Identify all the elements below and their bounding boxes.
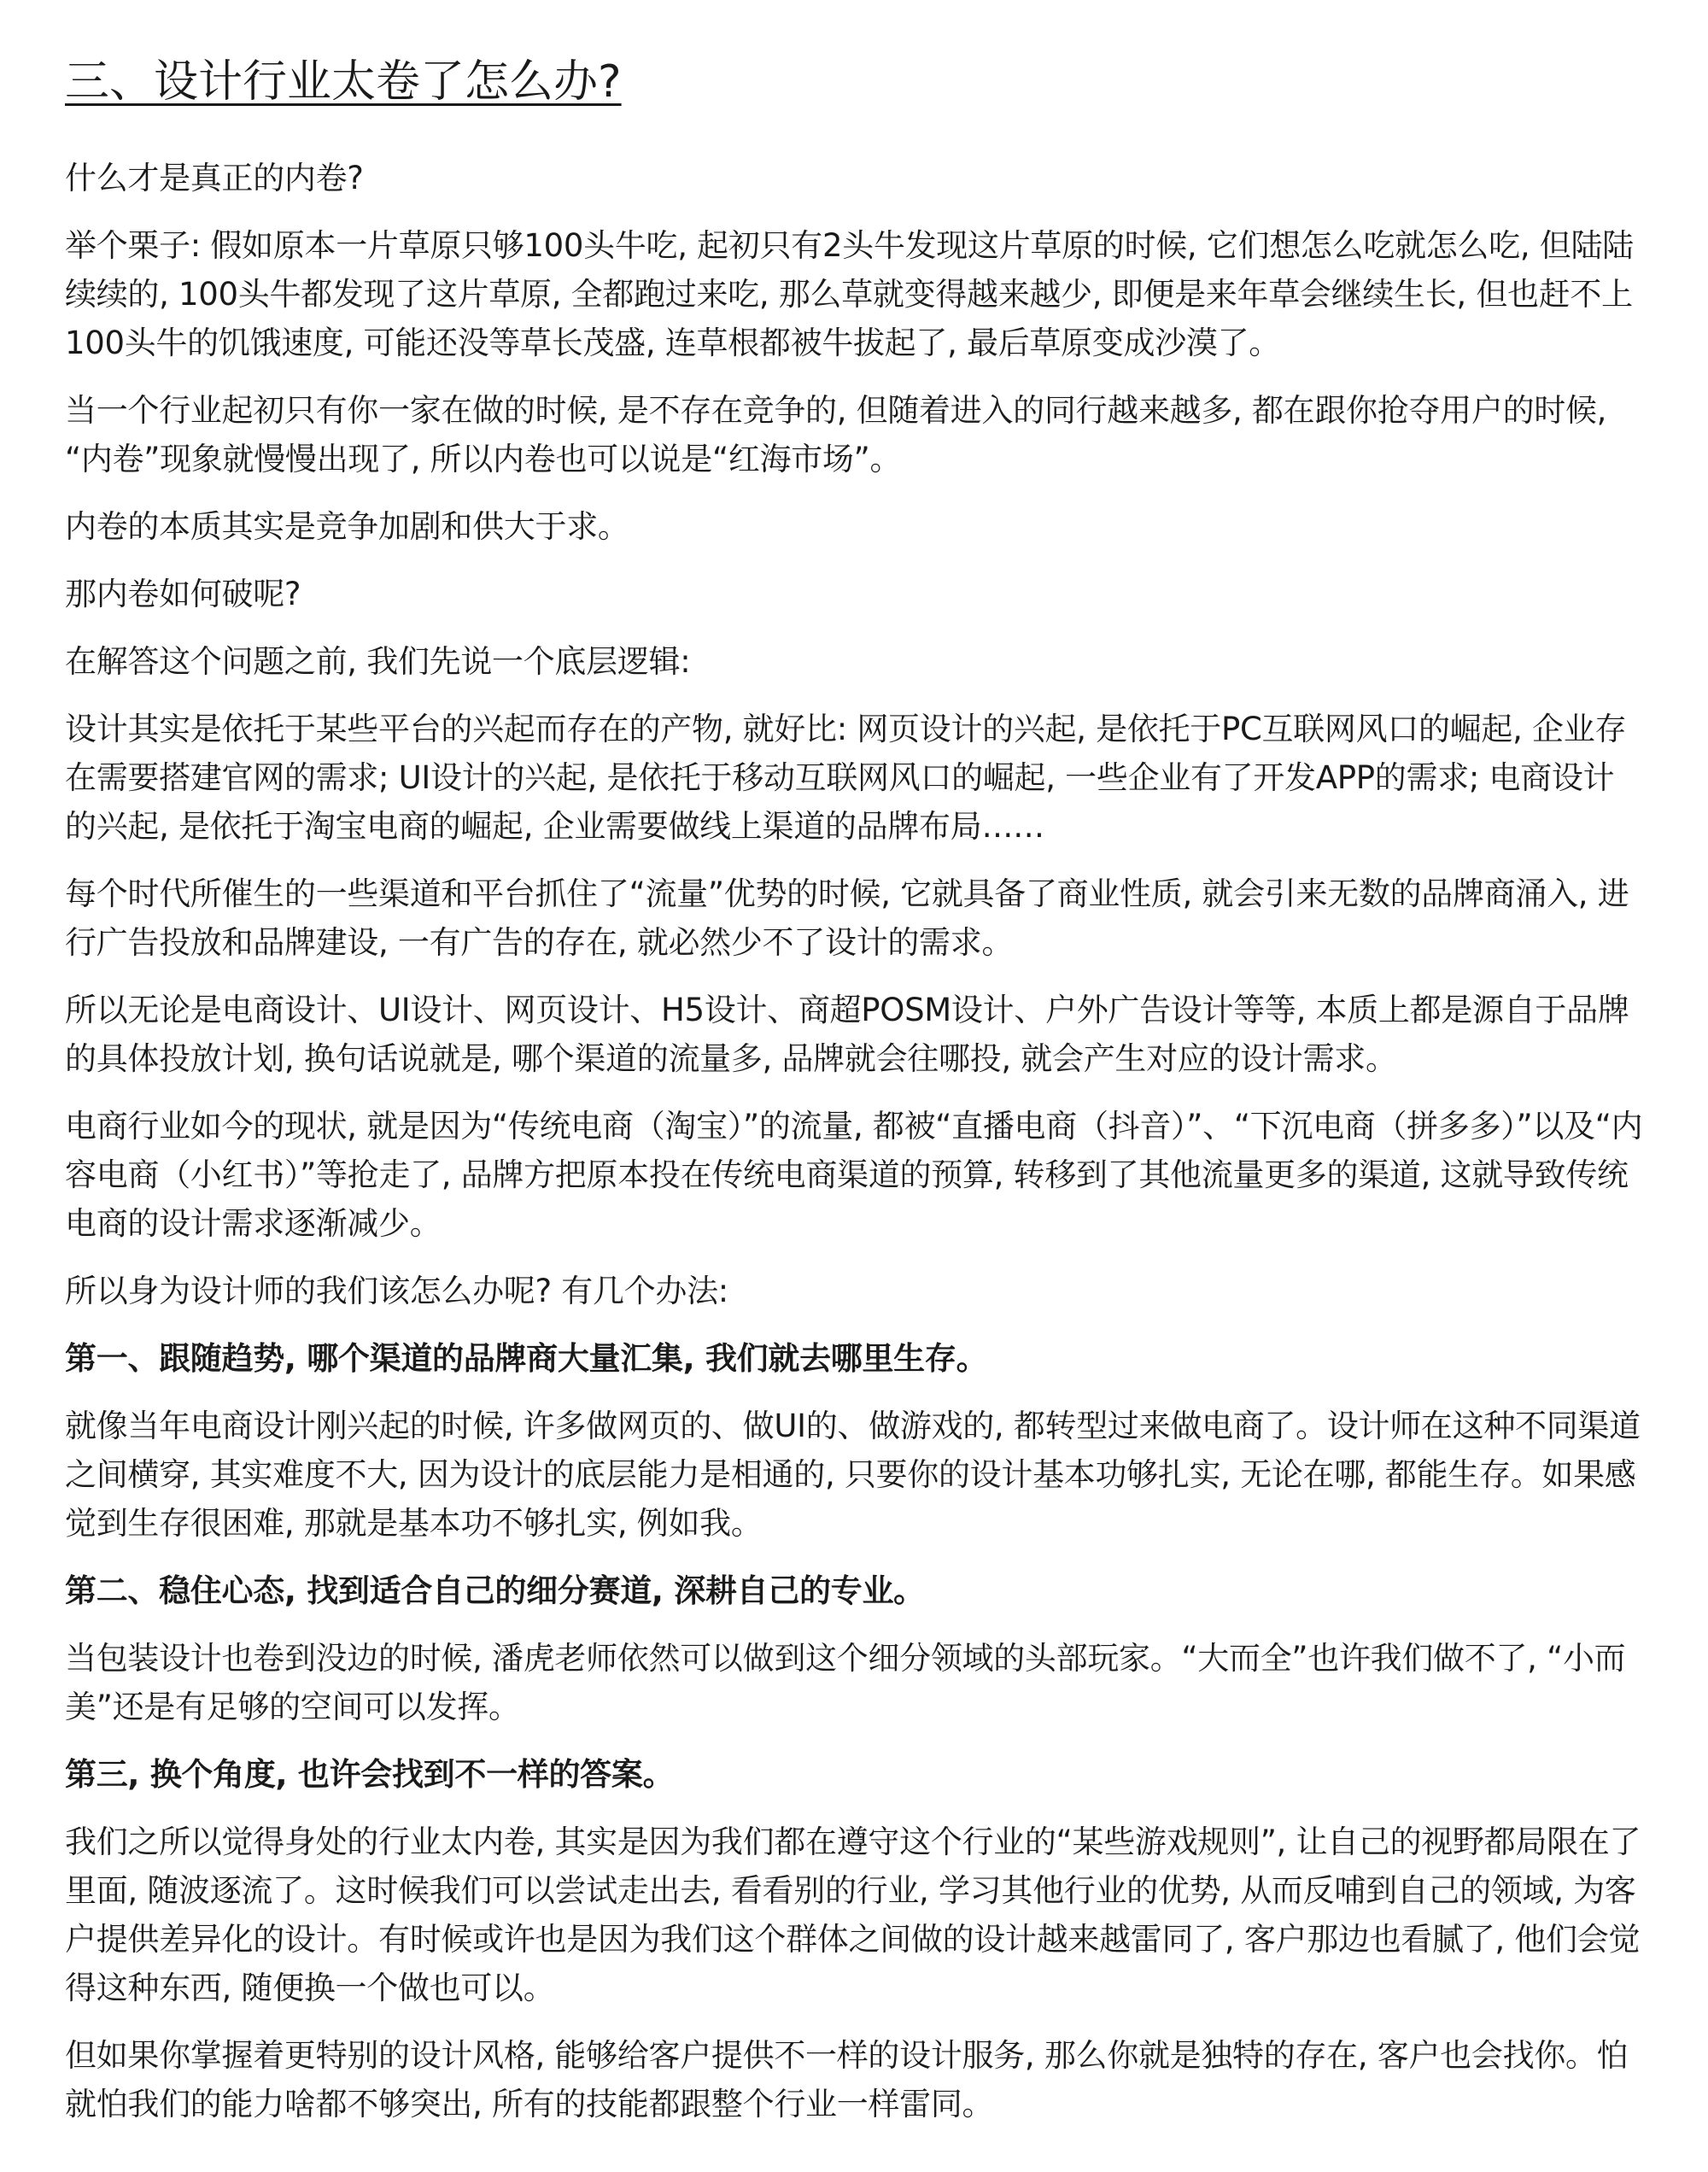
article bbox=[65, 50, 1645, 2147]
body-paragraph: 就像当年电商设计刚兴起的时候, 许多做网页的、做UI的、做游戏的, 都转型过来做电商了。设计师在这种不同渠道之间横穿, 其实难度不大, 因为设计的底层能力是相通的, 只要你的设计基本功够扎实, 无论在哪, 都能生存。如果感觉到生存很困难, 那就是基本功不够扎实, 例如我。 bbox=[65, 1408, 1641, 1542]
body-paragraph: 当一个行业起初只有你一家在做的时候, 是不存在竞争的, 但随着进入的同行越来越多, 都在跟你抢夺用户的时候, “内卷”现象就慢慢出现了, 所以内卷也可以说是“红海市场”。 bbox=[65, 392, 1607, 477]
article-body bbox=[65, 154, 1645, 2128]
body-paragraph: 那内卷如何破呢? bbox=[65, 576, 301, 612]
subheading-paragraph: 第二、稳住心态, 找到适合自己的细分赛道, 深耕自己的专业。 bbox=[65, 1572, 925, 1609]
section-heading: 三、设计行业太卷了怎么办? bbox=[65, 56, 622, 108]
body-paragraph: 所以身为设计师的我们该怎么办呢? 有几个办法: bbox=[65, 1273, 728, 1309]
body-paragraph: 但如果你掌握着更特别的设计风格, 能够给客户提供不一样的设计服务, 那么你就是独特的存在, 客户也会找你。怕就怕我们的能力啥都不够突出, 所有的技能都跟整个行业一样雷同。 bbox=[65, 2037, 1629, 2122]
body-paragraph: 所以无论是电商设计、UI设计、网页设计、H5设计、商超POSM设计、户外广告设计等等, 本质上都是源自于品牌的具体投放计划, 换句话说就是, 哪个渠道的流量多, 品牌就会往哪投, 就会产生对应的设计需求。 bbox=[65, 992, 1629, 1077]
body-paragraph: 内卷的本质其实是竞争加剧和供大于求。 bbox=[65, 508, 629, 545]
subheading-paragraph: 第三, 换个角度, 也许会找到不一样的答案。 bbox=[65, 1756, 675, 1793]
body-paragraph: 举个栗子: 假如原本一片草原只够100头牛吃, 起初只有2头牛发现这片草原的时候, 它们想怎么吃就怎么吃, 但陆陆续续的, 100头牛都发现了这片草原, 全都跑过来吃, 那么草就变得越来越少, 即便是来年草会继续生长, 但也赶不上100头牛的饥饿速度, 可能还没等草长茂盛, 连草根都被牛拔起了, 最后草原变成沙漠了。 bbox=[65, 227, 1634, 361]
body-paragraph: 什么才是真正的内卷? bbox=[65, 160, 364, 196]
body-paragraph: 设计其实是依托于某些平台的兴起而存在的产物, 就好比: 网页设计的兴起, 是依托于PC互联网风口的崛起, 企业存在需要搭建官网的需求; UI设计的兴起, 是依托于移动互联网风口的崛起, 一些企业有了开发APP的需求; 电商设计的兴起, 是依托于淘宝电商的崛起, 企业需要做线上渠道的品牌布局…… bbox=[65, 711, 1627, 845]
body-paragraph: 每个时代所催生的一些渠道和平台抓住了“流量”优势的时候, 它就具备了商业性质, 就会引来无数的品牌商涌入, 进行广告投放和品牌建设, 一有广告的存在, 就必然少不了设计的需求。 bbox=[65, 875, 1629, 961]
body-paragraph: 当包装设计也卷到没边的时候, 潘虎老师依然可以做到这个细分领域的头部玩家。“大而全”也许我们做不了, “小而美”还是有足够的空间可以发挥。 bbox=[65, 1640, 1626, 1725]
body-paragraph: 在解答这个问题之前, 我们先说一个底层逻辑: bbox=[65, 643, 691, 680]
body-paragraph: 电商行业如今的现状, 就是因为“传统电商（淘宝）”的流量, 都被“直播电商（抖音）”、“下沉电商（拼多多）”以及“内容电商（小红书）”等抢走了, 品牌方把原本投在传统电商渠道的预算, 转移到了其他流量更多的渠道, 这就导致传统电商的设计需求逐渐减少。 bbox=[65, 1108, 1643, 1242]
subheading-paragraph: 第一、跟随趋势, 哪个渠道的品牌商大量汇集, 我们就去哪里生存。 bbox=[65, 1340, 988, 1377]
body-paragraph: 我们之所以觉得身处的行业太内卷, 其实是因为我们都在遵守这个行业的“某些游戏规则”, 让自己的视野都局限在了里面, 随波逐流了。这时候我们可以尝试走出去, 看看别的行业, 学习其他行业的优势, 从而反哺到自己的领域, 为客户提供差异化的设计。有时候或许也是因为我们这个群体之间做的设计越来越雷同了, 客户那边也看腻了, 他们会觉得这种东西, 随便换一个做也可以。 bbox=[65, 1824, 1641, 2006]
